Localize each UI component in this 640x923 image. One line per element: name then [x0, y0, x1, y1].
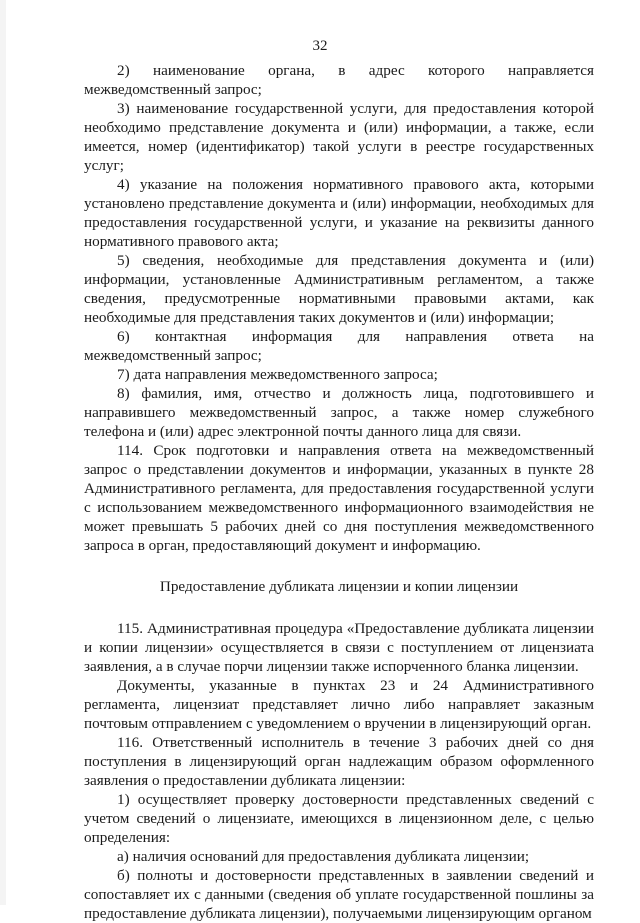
paragraph-item-5: 5) сведения, необходимые для представления документа и (или) информации, установленные Административным регламентом, а также сведения, предусмотренные нормативными правовыми актами, как необходимые для представления таких документов и (или) информации; — [84, 252, 594, 326]
paragraph-116-item-a: а) наличия оснований для предоставления дубликата лицензии; — [117, 848, 530, 865]
paragraph-item-4: 4) указание на положения нормативного правового акта, которыми установлено представление документа и (или) информации, необходимых для предоставления государственной услуги, и указание на реквизиты данного нормативного правового акта; — [84, 176, 594, 250]
paragraph-115: 115. Административная процедура «Предоставление дубликата лицензии и копии лицензии» осуществляется в связи с поступлением от лицензиата заявления, а в случае порчи лицензии также испорченного бланка лицензии. — [84, 620, 594, 675]
paragraph-item-3: 3) наименование государственной услуги, для предоставления которой необходимо представление документа и (или) информации, а также, если имеется, номер (идентификатор) такой услуги в реестре государственных услуг; — [84, 100, 594, 174]
paragraph-item-7: 7) дата направления межведомственного запроса; — [117, 366, 438, 383]
paragraph-item-8: 8) фамилия, имя, отчество и должность лица, подготовившего и направившего межведомственный запрос, а также номер служебного телефона и (или) адрес электронной почты данного лица для связи. — [84, 385, 594, 440]
page-number: 32 — [312, 38, 328, 54]
document-body — [84, 61, 594, 923]
paragraph-documents: Документы, указанные в пунктах 23 и 24 Административного регламента, лицензиат представляет лично либо направляет заказным почтовым отправлением с уведомлением о вручении в лицензирующий орган. — [84, 677, 594, 732]
paragraph-item-2: 2) наименование органа, в адрес которого направляется межведомственный запрос; — [84, 62, 594, 98]
paragraph-item-6: 6) контактная информация для направления ответа на межведомственный запрос; — [84, 328, 594, 364]
paragraph-116: 116. Ответственный исполнитель в течение 3 рабочих дней со дня поступления в лицензирующий орган надлежащим образом оформленного заявления о предоставлении дубликата лицензии: — [84, 734, 594, 789]
page-edge-shadow — [0, 0, 6, 905]
paragraph-116-item-b: б) полноты и достоверности представленных в заявлении сведений и сопоставляет их с данными (сведения об уплате государственной пошлины за предоставление дубликата лицензии), получаемыми лицензирующим органом — [84, 867, 594, 922]
paragraph-114: 114. Срок подготовки и направления ответа на межведомственный запрос о представлении документов и информации, указанных в пункте 28 Административного регламента, для предоставления государственной услуги с использованием межведомственного информационного взаимодействия не может превышать 5 рабочих дней со дня поступления межведомственного запроса в орган, предоставляющий документ и информацию. — [84, 442, 594, 554]
paragraph-116-item-1: 1) осуществляет проверку достоверности представленных сведений с учетом сведений о лицензиате, имеющихся в лицензионном деле, с целью определения: — [84, 791, 594, 846]
section-heading: Предоставление дубликата лицензии и копии лицензии — [159, 578, 519, 595]
